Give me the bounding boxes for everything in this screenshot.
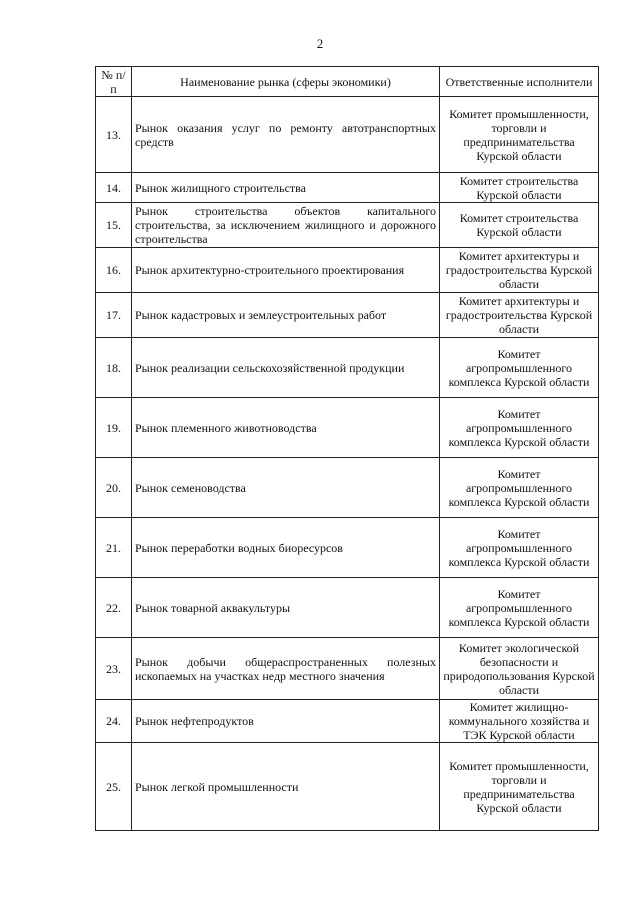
table-row	[96, 248, 599, 293]
responsible-executor: Комитет агропромышленного комплекса Курской области	[440, 338, 599, 398]
market-name: Рынок легкой промышленности	[132, 743, 440, 831]
responsible-executor: Комитет экологической безопасности и природопользования Курской области	[440, 638, 599, 700]
table-row	[96, 700, 599, 743]
table-row	[96, 97, 599, 173]
market-name: Рынок нефтепродуктов	[132, 700, 440, 743]
row-number: 13.	[96, 97, 132, 173]
responsible-executor: Комитет агропромышленного комплекса Курской области	[440, 398, 599, 458]
market-name: Рынок семеноводства	[132, 458, 440, 518]
table-row	[96, 173, 599, 203]
responsible-executor: Комитет агропромышленного комплекса Курской области	[440, 518, 599, 578]
market-name: Рынок жилищного строительства	[132, 173, 440, 203]
row-number: 15.	[96, 203, 132, 248]
market-name: Рынок оказания услуг по ремонту автотранспортных средств	[132, 97, 440, 173]
row-number: 21.	[96, 518, 132, 578]
row-number: 24.	[96, 700, 132, 743]
row-number: 17.	[96, 293, 132, 338]
table-row	[96, 638, 599, 700]
responsible-executor: Комитет промышленности, торговли и предпринимательства Курской области	[440, 97, 599, 173]
header-name: Наименование рынка (сферы экономики)	[132, 67, 440, 97]
row-number: 22.	[96, 578, 132, 638]
page-number: 2	[316, 36, 324, 51]
row-number: 20.	[96, 458, 132, 518]
row-number: 19.	[96, 398, 132, 458]
responsible-executor: Комитет агропромышленного комплекса Курской области	[440, 578, 599, 638]
header-responsible: Ответственные исполнители	[440, 67, 599, 97]
market-name: Рынок племенного животноводства	[132, 398, 440, 458]
table-row	[96, 338, 599, 398]
row-number: 23.	[96, 638, 132, 700]
responsible-executor: Комитет агропромышленного комплекса Курской области	[440, 458, 599, 518]
row-number: 25.	[96, 743, 132, 831]
table-row	[96, 203, 599, 248]
table-row	[96, 458, 599, 518]
responsible-executor: Комитет жилищно-коммунального хозяйства и ТЭК Курской области	[440, 700, 599, 743]
table-row	[96, 398, 599, 458]
responsible-executor: Комитет промышленности, торговли и предпринимательства Курской области	[440, 743, 599, 831]
responsible-executor: Комитет строительства Курской области	[440, 203, 599, 248]
table-row	[96, 518, 599, 578]
market-name: Рынок товарной аквакультуры	[132, 578, 440, 638]
table-row	[96, 293, 599, 338]
markets-table	[95, 66, 599, 831]
row-number: 16.	[96, 248, 132, 293]
responsible-executor: Комитет архитектуры и градостроительства Курской области	[440, 248, 599, 293]
row-number: 18.	[96, 338, 132, 398]
market-name: Рынок кадастровых и землеустроительных работ	[132, 293, 440, 338]
row-number: 14.	[96, 173, 132, 203]
responsible-executor: Комитет строительства Курской области	[440, 173, 599, 203]
header-num: № п/п	[96, 67, 132, 97]
table-header-row	[96, 67, 599, 97]
table-row	[96, 743, 599, 831]
market-name: Рынок переработки водных биоресурсов	[132, 518, 440, 578]
market-name: Рынок добычи общераспространенных полезных ископаемых на участках недр местного значения	[132, 638, 440, 700]
market-name: Рынок строительства объектов капитального строительства, за исключением жилищного и дорожного строительства	[132, 203, 440, 248]
market-name: Рынок реализации сельскохозяйственной продукции	[132, 338, 440, 398]
market-name: Рынок архитектурно-строительного проектирования	[132, 248, 440, 293]
responsible-executor: Комитет архитектуры и градостроительства Курской области	[440, 293, 599, 338]
table-row	[96, 578, 599, 638]
